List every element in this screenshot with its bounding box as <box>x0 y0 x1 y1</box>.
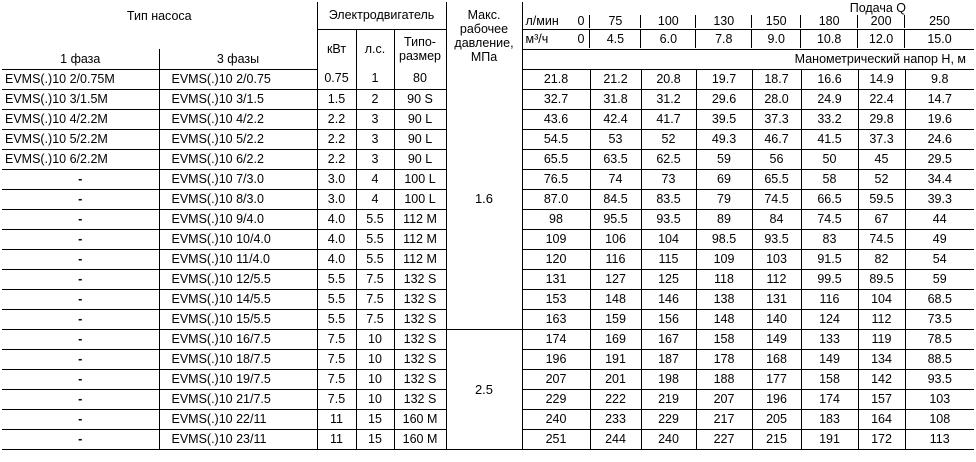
head-value: 32.7 <box>522 89 590 109</box>
head-value: 178 <box>696 349 752 369</box>
head-value: 39.5 <box>696 109 752 129</box>
head-value: 148 <box>590 289 641 309</box>
head-value: 73.5 <box>905 309 974 329</box>
single-phase-model: EVMS(.)10 3/1.5M <box>2 89 159 109</box>
head-value: 89 <box>696 209 752 229</box>
single-phase-model: - <box>2 169 159 189</box>
head-header: Манометрический напор H, м <box>522 49 974 69</box>
head-value: 79 <box>696 189 752 209</box>
head-value: 98.5 <box>696 229 752 249</box>
size-header <box>394 29 446 69</box>
m3h-value: 0 <box>577 32 585 46</box>
three-phase-model: EVMS(.)10 23/11 <box>159 429 317 449</box>
head-value: 93.5 <box>641 209 696 229</box>
head-value: 82 <box>858 249 905 269</box>
head-value: 196 <box>752 389 801 409</box>
kw-header: кВт <box>317 29 356 69</box>
motor-kw: 2.2 <box>317 109 356 129</box>
motor-size: 132 S <box>394 329 446 349</box>
single-phase-model: EVMS(.)10 5/2.2M <box>2 129 159 149</box>
head-value: 74 <box>590 169 641 189</box>
head-value: 233 <box>590 409 641 429</box>
lmin-value: 75 <box>590 15 641 28</box>
motor-hp: 5.5 <box>356 209 394 229</box>
head-value: 177 <box>752 369 801 389</box>
motor-size: 132 S <box>394 269 446 289</box>
three-phase-model: EVMS(.)10 6/2.2 <box>159 149 317 169</box>
motor-kw: 5.5 <box>317 269 356 289</box>
head-value: 116 <box>590 249 641 269</box>
head-value: 191 <box>801 429 858 449</box>
head-value: 66.5 <box>801 189 858 209</box>
head-value: 140 <box>752 309 801 329</box>
motor-size: 90 L <box>394 109 446 129</box>
single-phase-model: EVMS(.)10 4/2.2M <box>2 109 159 129</box>
motor-kw: 3.0 <box>317 189 356 209</box>
head-value: 149 <box>752 329 801 349</box>
head-value: 207 <box>696 389 752 409</box>
head-value: 157 <box>858 389 905 409</box>
head-value: 54 <box>905 249 974 269</box>
head-value: 52 <box>858 169 905 189</box>
table-body <box>2 69 974 449</box>
head-value: 29.5 <box>905 149 974 169</box>
head-value: 125 <box>641 269 696 289</box>
flow-title: Подача Q <box>849 2 906 16</box>
head-value: 196 <box>522 349 590 369</box>
head-value: 65.5 <box>522 149 590 169</box>
m3h-row <box>522 29 974 49</box>
motor-hp: 2 <box>356 89 394 109</box>
motor-hp: 7.5 <box>356 289 394 309</box>
motor-hp: 15 <box>356 429 394 449</box>
head-value: 87.0 <box>522 189 590 209</box>
head-value: 24.6 <box>905 129 974 149</box>
motor-kw: 4.0 <box>317 209 356 229</box>
lmin-value: 180 <box>801 15 858 28</box>
head-value: 138 <box>696 289 752 309</box>
head-value: 167 <box>641 329 696 349</box>
motor-kw: 7.5 <box>317 369 356 389</box>
single-phase-model: - <box>2 249 159 269</box>
head-value: 207 <box>522 369 590 389</box>
head-value: 104 <box>641 229 696 249</box>
motor-size: 90 L <box>394 149 446 169</box>
motor-size: 112 M <box>394 209 446 229</box>
head-value: 43.6 <box>522 109 590 129</box>
motor-hp: 10 <box>356 329 394 349</box>
motor-hp: 5.5 <box>356 229 394 249</box>
three-phase-model: EVMS(.)10 14/5.5 <box>159 289 317 309</box>
motor-size: 100 L <box>394 169 446 189</box>
motor-size: 132 S <box>394 289 446 309</box>
motor-size: 90 S <box>394 89 446 109</box>
head-value: 227 <box>696 429 752 449</box>
single-phase-model: - <box>2 389 159 409</box>
head-value: 156 <box>641 309 696 329</box>
max-pressure-header <box>446 2 522 69</box>
m3h-value: 4.5 <box>590 30 641 48</box>
motor-size: 112 M <box>394 229 446 249</box>
head-value: 84 <box>752 209 801 229</box>
table-row <box>2 329 974 349</box>
pump-performance-table <box>2 2 974 450</box>
motor-hp: 4 <box>356 169 394 189</box>
motor-kw: 7.5 <box>317 329 356 349</box>
motor-kw: 4.0 <box>317 249 356 269</box>
single-phase-model: - <box>2 209 159 229</box>
head-value: 14.7 <box>905 89 974 109</box>
motor-hp: 5.5 <box>356 249 394 269</box>
head-value: 52 <box>641 129 696 149</box>
head-value: 9.8 <box>905 69 974 89</box>
lmin-value: 250 <box>929 14 950 29</box>
flow-header <box>522 2 974 29</box>
motor-hp: 3 <box>356 149 394 169</box>
head-value: 31.8 <box>590 89 641 109</box>
head-value: 108 <box>905 409 974 429</box>
lmin-first <box>523 15 591 28</box>
head-value: 98 <box>522 209 590 229</box>
head-value: 76.5 <box>522 169 590 189</box>
motor-size: 132 S <box>394 309 446 329</box>
head-value: 95.5 <box>590 209 641 229</box>
lmin-value: 130 <box>696 15 752 28</box>
head-value: 103 <box>752 249 801 269</box>
m3h-value: 6.0 <box>641 30 696 48</box>
max-pressure-line3: давление, <box>454 35 514 50</box>
head-value: 131 <box>522 269 590 289</box>
head-value: 41.7 <box>641 109 696 129</box>
m3h-first <box>523 30 591 48</box>
head-value: 240 <box>522 409 590 429</box>
motor-size: 100 L <box>394 189 446 209</box>
lmin-value: 100 <box>641 15 696 28</box>
table-row <box>2 69 974 89</box>
head-value: 215 <box>752 429 801 449</box>
head-value: 84.5 <box>590 189 641 209</box>
motor-hp: 10 <box>356 349 394 369</box>
head-value: 127 <box>590 269 641 289</box>
head-value: 78.5 <box>905 329 974 349</box>
head-value: 21.2 <box>590 69 641 89</box>
head-value: 163 <box>522 309 590 329</box>
head-value: 217 <box>696 409 752 429</box>
hp-header: л.с. <box>356 29 394 69</box>
three-phase-model: EVMS(.)10 12/5.5 <box>159 269 317 289</box>
head-value: 56 <box>752 149 801 169</box>
lmin-row <box>523 15 975 28</box>
head-value: 174 <box>522 329 590 349</box>
head-value: 93.5 <box>752 229 801 249</box>
head-value: 59.5 <box>858 189 905 209</box>
head-value: 109 <box>696 249 752 269</box>
head-value: 16.6 <box>801 69 858 89</box>
head-value: 83.5 <box>641 189 696 209</box>
m3h-value: 15.0 <box>927 32 952 46</box>
head-value: 188 <box>696 369 752 389</box>
head-value: 244 <box>590 429 641 449</box>
head-value: 68.5 <box>905 289 974 309</box>
single-phase-model: - <box>2 269 159 289</box>
head-value: 168 <box>752 349 801 369</box>
head-value: 112 <box>752 269 801 289</box>
motor-size: 132 S <box>394 369 446 389</box>
lmin-value: 200 <box>858 15 905 28</box>
head-value: 33.2 <box>801 109 858 129</box>
head-value: 62.5 <box>641 149 696 169</box>
phase3-header: 3 фазы <box>159 49 317 69</box>
head-value: 50 <box>801 149 858 169</box>
head-value: 24.9 <box>801 89 858 109</box>
head-value: 41.5 <box>801 129 858 149</box>
motor-hp: 3 <box>356 129 394 149</box>
head-value: 222 <box>590 389 641 409</box>
head-value: 112 <box>858 309 905 329</box>
head-value: 88.5 <box>905 349 974 369</box>
motor-hp: 15 <box>356 409 394 429</box>
head-value: 67 <box>858 209 905 229</box>
three-phase-model: EVMS(.)10 22/11 <box>159 409 317 429</box>
head-value: 118 <box>696 269 752 289</box>
motor-hp: 10 <box>356 389 394 409</box>
head-value: 59 <box>905 269 974 289</box>
motor-kw: 0.75 <box>317 69 356 89</box>
head-value: 158 <box>801 369 858 389</box>
motor-kw: 5.5 <box>317 289 356 309</box>
head-value: 109 <box>522 229 590 249</box>
motor-kw: 7.5 <box>317 349 356 369</box>
head-value: 69 <box>696 169 752 189</box>
single-phase-model: - <box>2 369 159 389</box>
head-value: 229 <box>641 409 696 429</box>
head-value: 198 <box>641 369 696 389</box>
head-value: 49.3 <box>696 129 752 149</box>
head-value: 116 <box>801 289 858 309</box>
head-value: 113 <box>905 429 974 449</box>
head-value: 37.3 <box>858 129 905 149</box>
head-value: 153 <box>522 289 590 309</box>
head-value: 45 <box>858 149 905 169</box>
three-phase-model: EVMS(.)10 15/5.5 <box>159 309 317 329</box>
head-value: 134 <box>858 349 905 369</box>
max-pressure-line4: МПа <box>470 49 498 64</box>
motor-size: 80 <box>394 69 446 89</box>
three-phase-model: EVMS(.)10 16/7.5 <box>159 329 317 349</box>
motor-hp: 3 <box>356 109 394 129</box>
motor-size: 160 M <box>394 429 446 449</box>
head-value: 54.5 <box>522 129 590 149</box>
head-value: 14.9 <box>858 69 905 89</box>
head-value: 29.6 <box>696 89 752 109</box>
head-value: 146 <box>641 289 696 309</box>
head-value: 93.5 <box>905 369 974 389</box>
single-phase-model: - <box>2 189 159 209</box>
lmin-value: 0 <box>577 14 585 29</box>
motor-hp: 7.5 <box>356 309 394 329</box>
single-phase-model: - <box>2 409 159 429</box>
three-phase-model: EVMS(.)10 10/4.0 <box>159 229 317 249</box>
max-pressure-value: 1.6 <box>446 69 522 329</box>
motor-kw: 2.2 <box>317 129 356 149</box>
head-value: 65.5 <box>752 169 801 189</box>
head-value: 18.7 <box>752 69 801 89</box>
three-phase-model: EVMS(.)10 11/4.0 <box>159 249 317 269</box>
head-value: 120 <box>522 249 590 269</box>
three-phase-model: EVMS(.)10 18/7.5 <box>159 349 317 369</box>
single-phase-model: EVMS(.)10 6/2.2M <box>2 149 159 169</box>
head-value: 59 <box>696 149 752 169</box>
single-phase-model: - <box>2 289 159 309</box>
head-value: 99.5 <box>801 269 858 289</box>
head-value: 169 <box>590 329 641 349</box>
motor-size: 132 S <box>394 349 446 369</box>
motor-kw: 2.2 <box>317 149 356 169</box>
head-value: 49 <box>905 229 974 249</box>
head-value: 191 <box>590 349 641 369</box>
head-value: 164 <box>858 409 905 429</box>
head-value: 115 <box>641 249 696 269</box>
head-value: 104 <box>858 289 905 309</box>
m3h-value: 10.8 <box>801 30 858 48</box>
head-value: 142 <box>858 369 905 389</box>
head-value: 159 <box>590 309 641 329</box>
m3h-value: 9.0 <box>752 30 801 48</box>
head-value: 201 <box>590 369 641 389</box>
head-value: 58 <box>801 169 858 189</box>
single-phase-model: - <box>2 229 159 249</box>
head-value: 219 <box>641 389 696 409</box>
single-phase-model: EVMS(.)10 2/0.75M <box>2 69 159 89</box>
three-phase-model: EVMS(.)10 2/0.75 <box>159 69 317 89</box>
motor-hp: 7.5 <box>356 269 394 289</box>
m3h-value: 7.8 <box>696 30 752 48</box>
motor-kw: 7.5 <box>317 389 356 409</box>
single-phase-model: - <box>2 309 159 329</box>
head-value: 172 <box>858 429 905 449</box>
head-value: 148 <box>696 309 752 329</box>
head-value: 31.2 <box>641 89 696 109</box>
head-value: 73 <box>641 169 696 189</box>
head-value: 119 <box>858 329 905 349</box>
motor-kw: 11 <box>317 429 356 449</box>
lmin-value: 150 <box>752 15 801 28</box>
head-value: 83 <box>801 229 858 249</box>
head-value: 28.0 <box>752 89 801 109</box>
head-value: 205 <box>752 409 801 429</box>
size-line1: Типо- <box>404 35 436 50</box>
motor-kw: 3.0 <box>317 169 356 189</box>
m3h-unit: м³/ч <box>525 32 549 46</box>
single-phase-model: - <box>2 429 159 449</box>
motor-hp: 4 <box>356 189 394 209</box>
size-line2: размер <box>399 49 441 64</box>
lmin-unit: л/мин <box>525 14 559 29</box>
single-phase-model: - <box>2 329 159 349</box>
head-value: 74.5 <box>801 209 858 229</box>
three-phase-model: EVMS(.)10 19/7.5 <box>159 369 317 389</box>
head-value: 183 <box>801 409 858 429</box>
head-value: 21.8 <box>522 69 590 89</box>
head-value: 39.3 <box>905 189 974 209</box>
head-value: 240 <box>641 429 696 449</box>
motor-size: 160 M <box>394 409 446 429</box>
head-value: 174 <box>801 389 858 409</box>
head-value: 22.4 <box>858 89 905 109</box>
head-value: 106 <box>590 229 641 249</box>
head-value: 29.8 <box>858 109 905 129</box>
head-value: 91.5 <box>801 249 858 269</box>
motor-hp: 10 <box>356 369 394 389</box>
head-value: 19.6 <box>905 109 974 129</box>
head-value: 251 <box>522 429 590 449</box>
three-phase-model: EVMS(.)10 7/3.0 <box>159 169 317 189</box>
max-pressure-value: 2.5 <box>446 329 522 449</box>
motor-header: Электродвигатель <box>317 2 446 29</box>
head-value: 149 <box>801 349 858 369</box>
head-value: 158 <box>696 329 752 349</box>
three-phase-model: EVMS(.)10 9/4.0 <box>159 209 317 229</box>
phase1-header: 1 фаза <box>2 49 159 69</box>
head-value: 53 <box>590 129 641 149</box>
head-value: 187 <box>641 349 696 369</box>
motor-size: 132 S <box>394 389 446 409</box>
pump-type-header: Тип насоса <box>2 2 317 29</box>
three-phase-model: EVMS(.)10 5/2.2 <box>159 129 317 149</box>
head-value: 46.7 <box>752 129 801 149</box>
head-value: 37.3 <box>752 109 801 129</box>
head-value: 103 <box>905 389 974 409</box>
three-phase-model: EVMS(.)10 21/7.5 <box>159 389 317 409</box>
motor-hp: 1 <box>356 69 394 89</box>
head-value: 133 <box>801 329 858 349</box>
head-value: 19.7 <box>696 69 752 89</box>
head-value: 124 <box>801 309 858 329</box>
motor-kw: 1.5 <box>317 89 356 109</box>
head-value: 74.5 <box>858 229 905 249</box>
three-phase-model: EVMS(.)10 3/1.5 <box>159 89 317 109</box>
three-phase-model: EVMS(.)10 4/2.2 <box>159 109 317 129</box>
three-phase-model: EVMS(.)10 8/3.0 <box>159 189 317 209</box>
head-value: 42.4 <box>590 109 641 129</box>
head-value: 89.5 <box>858 269 905 289</box>
head-value: 74.5 <box>752 189 801 209</box>
single-phase-model: - <box>2 349 159 369</box>
head-value: 229 <box>522 389 590 409</box>
motor-kw: 5.5 <box>317 309 356 329</box>
max-pressure-line1: Макс. <box>467 7 501 22</box>
max-pressure-line2: рабочее <box>459 21 509 36</box>
head-value: 34.4 <box>905 169 974 189</box>
head-value: 63.5 <box>590 149 641 169</box>
motor-kw: 11 <box>317 409 356 429</box>
motor-kw: 4.0 <box>317 229 356 249</box>
head-value: 131 <box>752 289 801 309</box>
m3h-value: 12.0 <box>858 30 905 48</box>
motor-size: 112 M <box>394 249 446 269</box>
head-value: 20.8 <box>641 69 696 89</box>
motor-size: 90 L <box>394 129 446 149</box>
head-value: 44 <box>905 209 974 229</box>
